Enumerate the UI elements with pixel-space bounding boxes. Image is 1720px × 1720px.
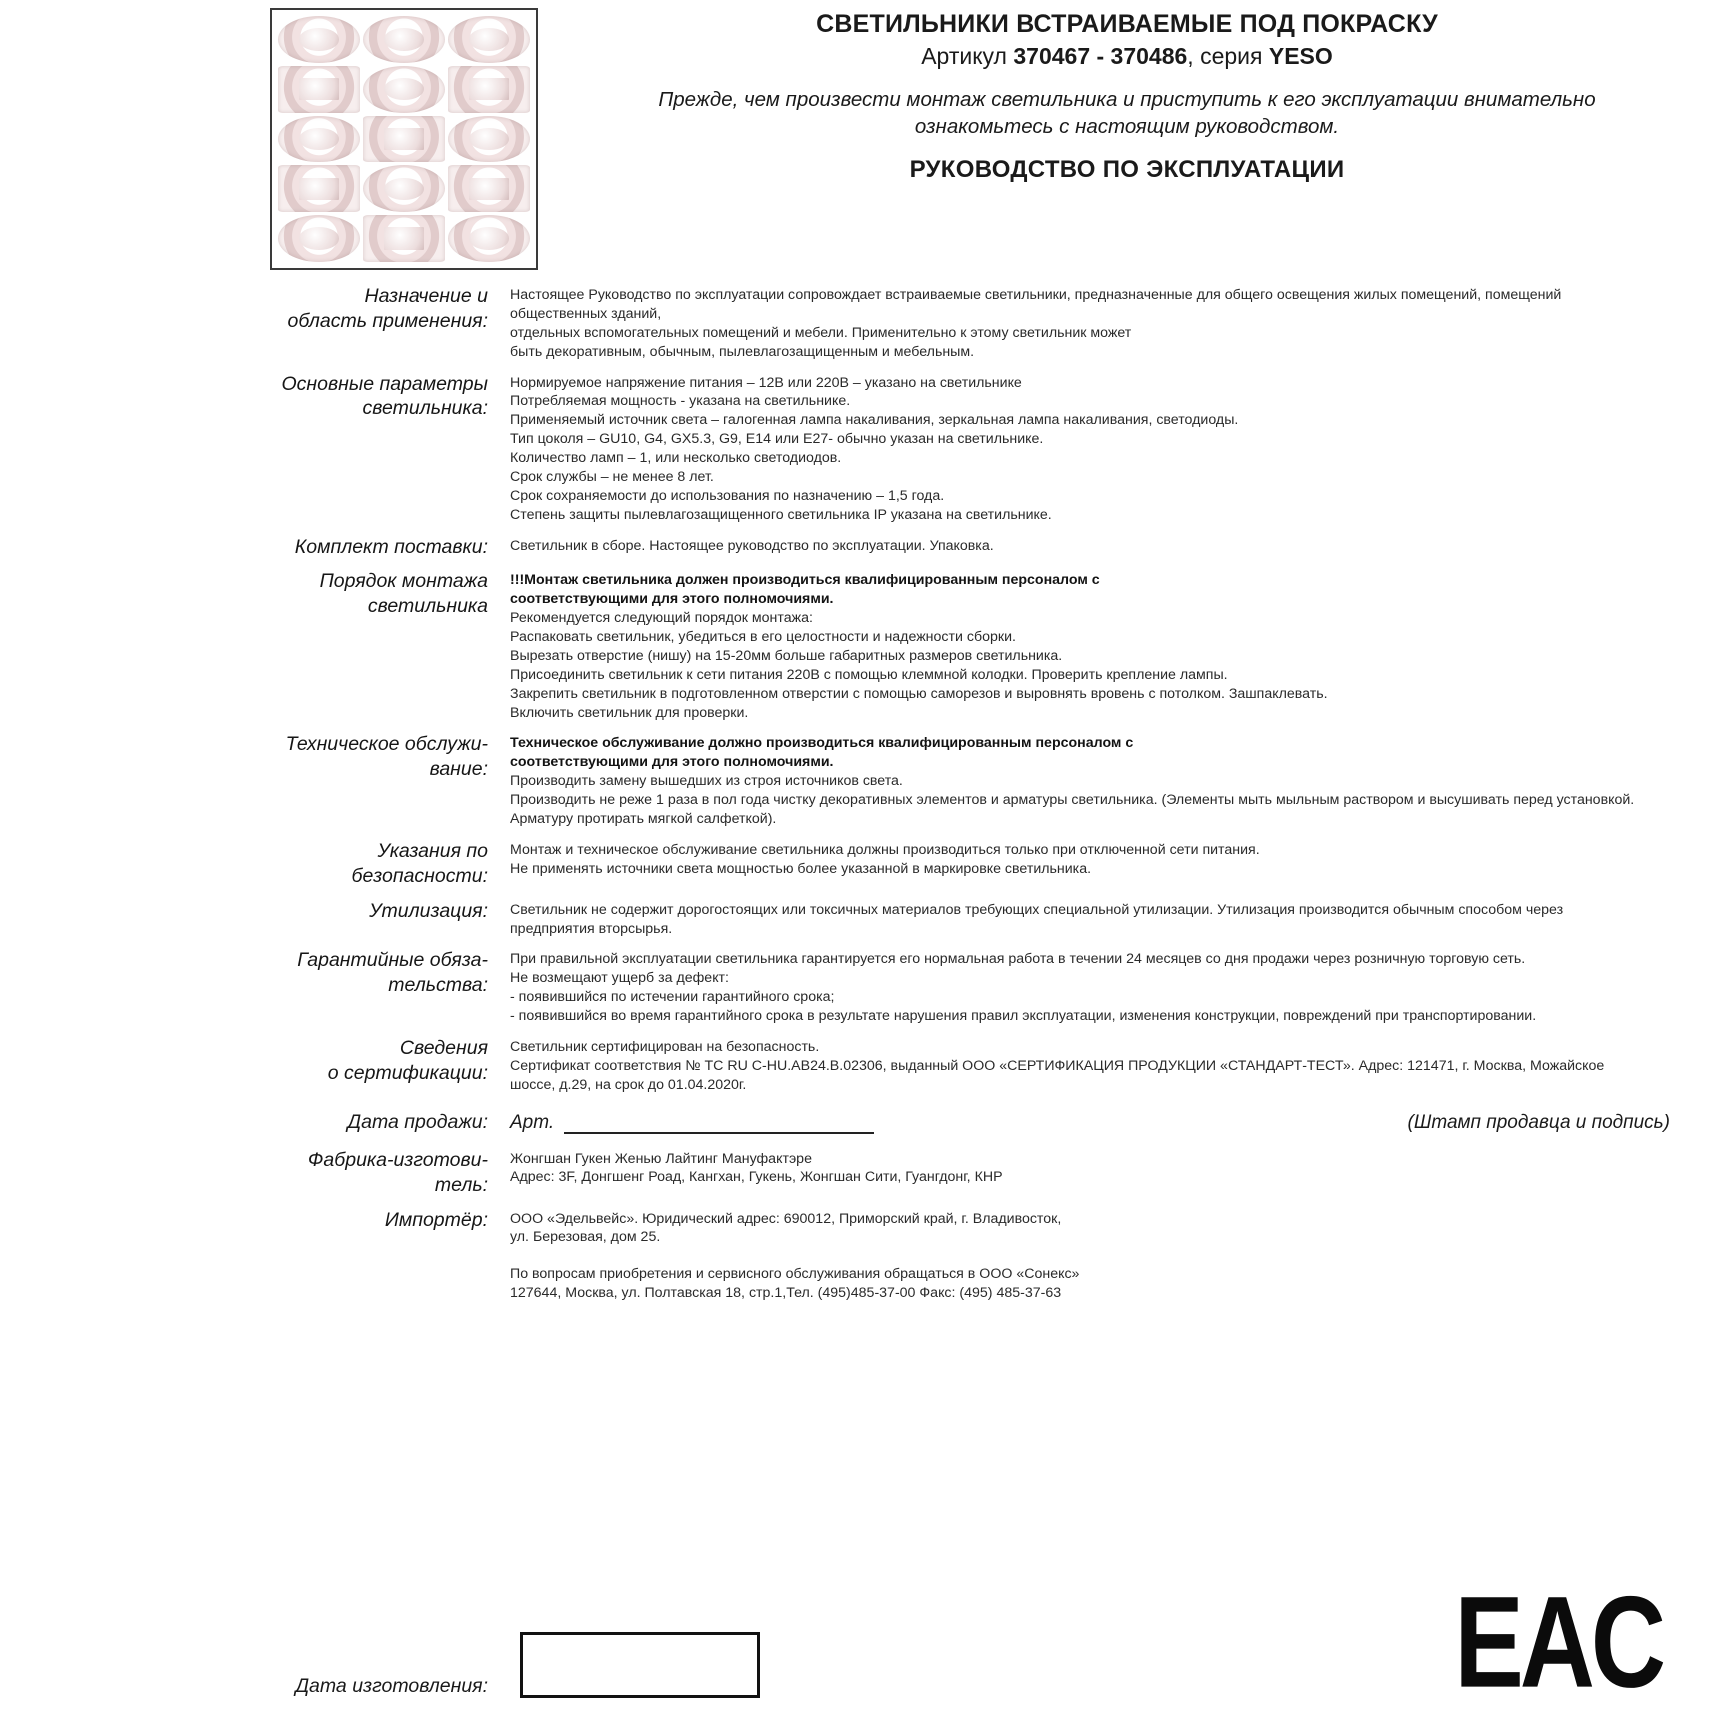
text-line: Производить замену вышедших из строя источников света.: [510, 773, 903, 790]
text-line: При правильной эксплуатации светильника гарантируется его нормальная работа в течении 24 месяцев со дня продажи через розничную торговую сеть.: [510, 951, 1526, 968]
text-line: Количество ламп – 1, или несколько светодиодов.: [510, 450, 842, 466]
series-name: YESO: [1268, 43, 1333, 69]
article-line: [574, 42, 1680, 72]
section-text: [510, 284, 1650, 362]
text-line: - появившийся во время гарантийного срока в результате нарушения правил эксплуатации, изменения конструкции, повреждений при транспортировании.: [510, 1008, 1537, 1025]
section-text: [510, 1036, 1650, 1095]
section-text: [510, 372, 1650, 525]
text-line: Срок сохраняемости до использования по назначению – 1,5 года.: [510, 487, 945, 504]
text-line: Срок службы – не менее 8 лет.: [510, 468, 714, 485]
section-disposal: [40, 899, 1680, 939]
text-line: Рекомендуется следующий порядок монтажа:: [510, 610, 813, 627]
text-line: Закрепить светильник в подготовленном отверстии с помощью саморезов и выровнять вровень с потолком. Зашпаклевать.: [510, 685, 1328, 702]
stamp-note: (Штамп продавца и подпись): [1407, 1111, 1670, 1133]
text-line: Присоединить светильник к сети питания 220В с помощью клеммной колодки. Проверить крепление лампы.: [510, 666, 1228, 683]
text-line: Не применять источники света мощностью более указанной в маркировке светильника.: [510, 860, 1092, 877]
text-line: Сертификат соответствия № ТС RU C-HU.АВ24.В.02306, выданный ООО «СЕРТИФИКАЦИЯ ПРОДУКЦИИ «СТАНДАРТ-ТЕСТ». Адрес: 121471, г. Москва, Можайское шоссе, д.29, на срок до 01.04.2020г.: [510, 1057, 1605, 1093]
document-body: [0, 284, 1720, 1303]
article-field-label: Арт.: [510, 1111, 555, 1133]
text-line: Адрес: 3F, Донгшенг Роад, Кангхан, Гукень, Жонгшан Сити, Гуангдонг, КНР: [510, 1169, 1003, 1186]
section-label: Назначение и область применения:: [287, 285, 488, 332]
section-label: Импортёр:: [384, 1208, 488, 1231]
text-line: 127644, Москва, ул. Полтавская 18, стр.1,Тел. (495)485-37-00 Факс: (495) 485-37-63: [510, 1285, 1062, 1302]
section-text: [510, 535, 1650, 556]
sale-date-label: Дата продажи:: [347, 1110, 488, 1133]
product-thumb: [363, 66, 445, 113]
section-delivery-set: [40, 535, 1680, 560]
product-thumb: [363, 16, 445, 63]
product-thumb: [448, 16, 530, 63]
article-numbers: 370467 - 370486: [1013, 43, 1188, 69]
text-line: Тип цоколя – GU10, G4, GX5.3, G9, E14 или E27- обычно указан на светильнике.: [510, 431, 1044, 448]
text-line: По вопросам приобретения и сервисного обслуживания обращаться в ООО «Сонекс»: [510, 1266, 1080, 1283]
product-thumb: [278, 165, 360, 212]
text-line: отдельных вспомогательных помещений и мебели. Применительно к этому светильник может: [510, 324, 1132, 341]
text-line: Включить светильник для проверки.: [510, 704, 749, 721]
text-line: Светильник не содержит дорогостоящих или токсичных материалов требующих специальной утилизации. Утилизация производится обычным способом через предприятия вторсырья.: [510, 901, 1564, 937]
text-line: ул. Березовая, дом 25.: [510, 1229, 661, 1246]
text-line: Производить не реже 1 раза в пол года чистку декоративных элементов и арматуры светильника. (Элементы мыть мыльным раствором и высушивать перед установкой. Арматуру протирать мягкой салфеткой).: [510, 792, 1635, 827]
text-line: Светильник в сборе. Настоящее руководство по эксплуатации. Упаковка.: [510, 537, 994, 554]
text-line: Не возмещают ущерб за дефект:: [510, 970, 729, 987]
product-thumb: [363, 165, 445, 212]
section-safety: [40, 839, 1680, 889]
product-thumb: [448, 215, 530, 262]
manufacture-date-label: Дата изготовления:: [295, 1675, 488, 1697]
section-maintenance: [40, 732, 1680, 828]
product-thumb: [278, 116, 360, 163]
section-installation: [40, 569, 1680, 722]
text-line: Жонгшан Гукен Женью Лайтинг Мануфактэре: [510, 1150, 812, 1167]
section-text: [510, 1148, 1650, 1188]
sale-date-row: [40, 1111, 1680, 1134]
section-parameters: [40, 372, 1680, 525]
document-header: [0, 0, 1720, 270]
section-text: [510, 839, 1650, 879]
text-line: ООО «Эдельвейс». Юридический адрес: 690012, Приморский край, г. Владивосток,: [510, 1210, 1062, 1227]
product-thumb: [363, 215, 445, 262]
text-line-bold: соответствующими для этого полномочиями.: [510, 591, 834, 608]
sale-date-fields: [510, 1112, 1680, 1134]
section-text: [510, 732, 1650, 828]
article-field[interactable]: [510, 1112, 874, 1134]
title-block: [538, 8, 1680, 184]
text-line-bold: соответствующими для этого полномочиями.: [510, 754, 834, 771]
text-line: быть декоративным, обычным, пылевлагозащищенным и мебельным.: [510, 343, 975, 360]
article-prefix: Артикул: [921, 43, 1014, 69]
section-label: Комплект поставки:: [294, 535, 488, 558]
product-thumb: [278, 66, 360, 113]
product-thumb: [448, 165, 530, 212]
product-photo-grid: [278, 16, 530, 262]
section-text: [510, 1208, 1650, 1304]
section-label: Сведения о сертификации:: [327, 1036, 488, 1084]
page-title: СВЕТИЛЬНИКИ ВСТРАИВАЕМЫЕ ПОД ПОКРАСКУ: [816, 10, 1438, 38]
manufacture-date-box[interactable]: [520, 1632, 760, 1698]
text-line: Светильник сертифицирован на безопасность.: [510, 1038, 820, 1055]
section-text: [510, 899, 1650, 939]
text-line: Настоящее Руководство по эксплуатации сопровождает встраиваемые светильники, предназначенные для общего освещения жилых помещений, помещений общественных зданий,: [510, 287, 1562, 322]
section-text: [510, 948, 1650, 1026]
section-label: Гарантийные обяза- тельства:: [297, 949, 488, 997]
section-label: Фабрика-изготови- тель:: [307, 1148, 488, 1196]
document-footer: [0, 1570, 1720, 1716]
product-thumb: [278, 16, 360, 63]
series-prefix: , серия: [1187, 43, 1269, 69]
product-thumb: [448, 116, 530, 163]
product-photo: [270, 8, 538, 270]
section-certification: [40, 1036, 1680, 1095]
text-line: Распаковать светильник, убедиться в его целостности и надежности сборки.: [510, 629, 1016, 646]
product-thumb: [448, 66, 530, 113]
section-factory: [40, 1148, 1680, 1198]
section-label: Основные параметры светильника:: [281, 372, 488, 420]
section-label: Техническое обслужи- вание:: [285, 733, 488, 781]
section-label: Порядок монтажа светильника: [319, 570, 488, 618]
text-line: Вырезать отверстие (нишу) на 15-20мм больше габаритных размеров светильника.: [510, 647, 1063, 664]
preamble-text: Прежде, чем произвести монтаж светильника и приступить к его эксплуатации внимательно ознакомьтесь с настоящим руководством.: [658, 87, 1596, 138]
text-line: Применяемый источник света – галогенная лампа накаливания, зеркальная лампа накаливания, светодиоды.: [510, 412, 1239, 429]
text-line: Потребляемая мощность - указана на светильнике.: [510, 393, 851, 410]
section-text: [510, 569, 1650, 722]
section-label: Указания по безопасности:: [351, 839, 488, 887]
text-line-bold: !!!Монтаж светильника должен производиться квалифицированным персоналом с: [510, 572, 1100, 589]
product-thumb: [363, 116, 445, 163]
section-label: Утилизация:: [369, 899, 488, 922]
text-line: Степень защиты пылевлагозащищенного светильника IP указана на светильнике.: [510, 506, 1052, 523]
text-line: Нормируемое напряжение питания – 12В или 220В – указано на светильнике: [510, 374, 1022, 391]
section-importer: [40, 1208, 1680, 1304]
section-purpose: [40, 284, 1680, 362]
text-line: Монтаж и техническое обслуживание светильника должны производиться только при отключенной сети питания.: [510, 841, 1260, 858]
eac-mark-icon: ЕAC: [1454, 1570, 1662, 1716]
spacer: [510, 1247, 1650, 1265]
manufacture-date-fields: [510, 1570, 1680, 1716]
text-line: - появившийся по истечении гарантийного срока;: [510, 989, 835, 1006]
text-line-bold: Техническое обслуживание должно производиться квалифицированным персоналом с: [510, 735, 1134, 752]
article-input-line[interactable]: [564, 1116, 874, 1134]
document-title: РУКОВОДСТВО ПО ЭКСПЛУАТАЦИИ: [909, 155, 1345, 183]
product-thumb: [278, 215, 360, 262]
manufacture-date-row: [40, 1570, 1680, 1716]
section-warranty: [40, 948, 1680, 1026]
